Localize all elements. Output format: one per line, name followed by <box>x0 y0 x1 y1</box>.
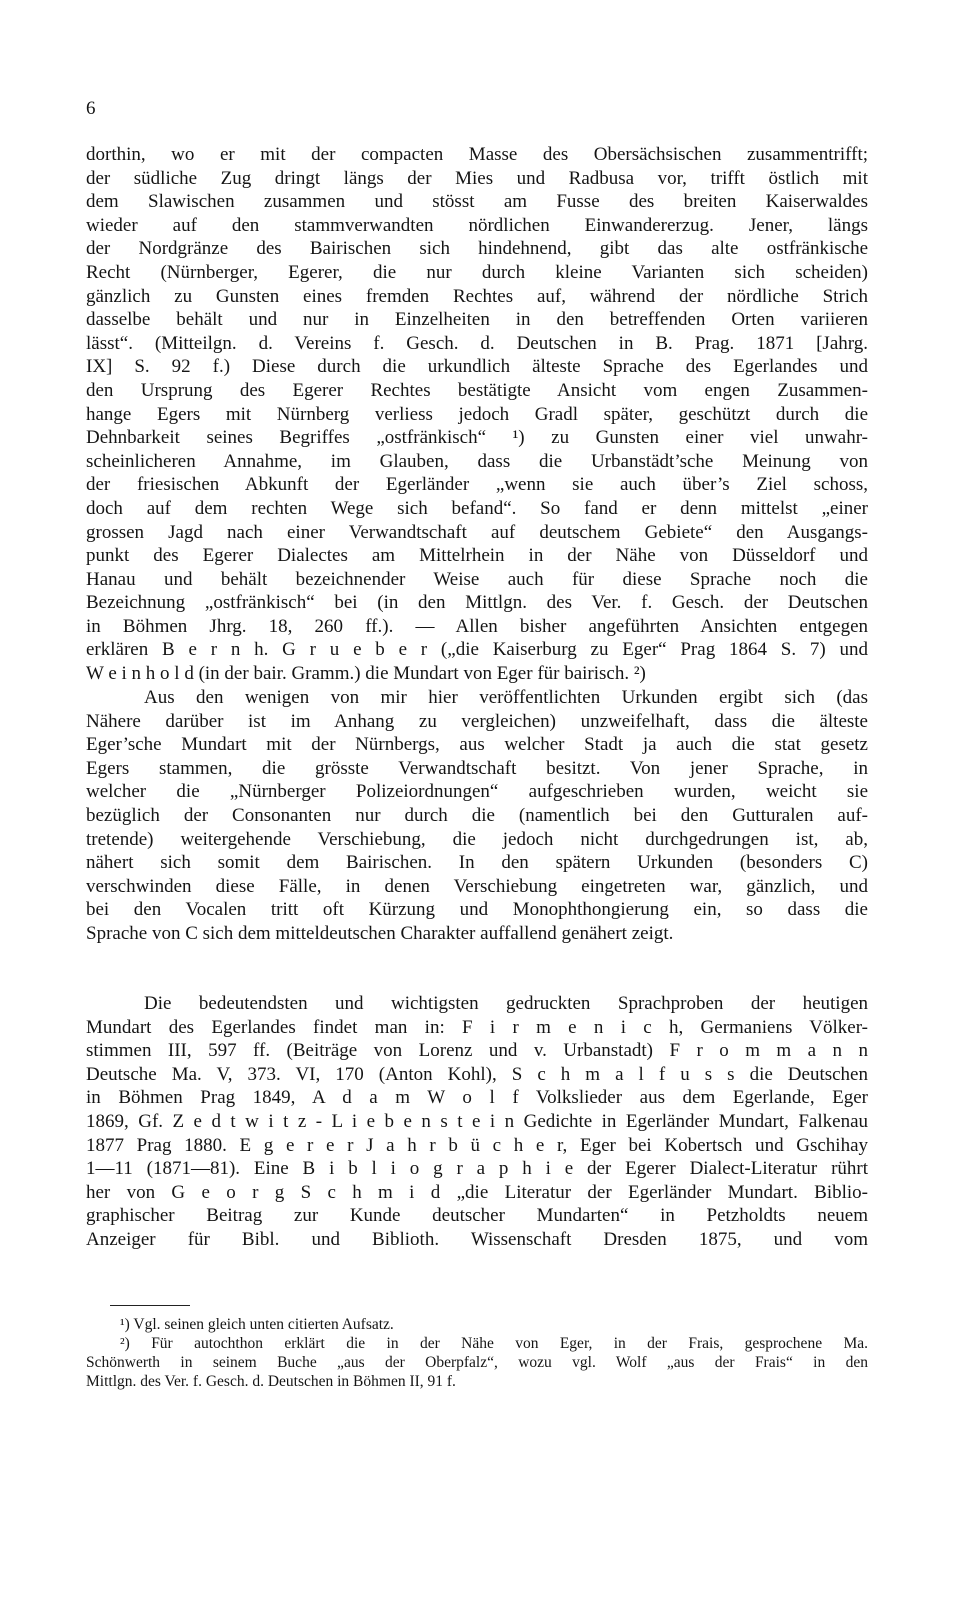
text-line: Sprache von C sich dem mitteldeutschen Charakter auffallend genähert zeigt. <box>86 922 674 944</box>
text-line: 1877 Prag 1880. E g e r e r J a h r b ü c h e r, Eger bei Kobertsch und Gschihay <box>86 1134 868 1156</box>
text-line: grossen Jagd nach einer Verwandtschaft auf deutschem Gebiete“ den Ausgangs- <box>86 521 868 543</box>
text-line: stimmen III, 597 ff. (Beiträge von Lorenz und v. Urbanstadt) F r o m m a n n <box>86 1040 868 1062</box>
footnote-2-cont: Schönwerth in seinem Buche „aus der Oberpfalz“, wozu vgl. Wolf „aus der Frais“ in den <box>86 1354 868 1371</box>
footnote-divider <box>110 1305 190 1306</box>
footnote-2: ²) Für autochthon erklärt die in der Nähe von Eger, in der Frais, gesprochene Ma. <box>120 1335 868 1352</box>
page-number: 6 <box>86 98 96 119</box>
text-line: lässt“. (Mitteilgn. d. Vereins f. Gesch. d. Deutschen in B. Prag. 1871 [Jahrg. <box>86 332 868 354</box>
text-line: W e i n h o l d (in der bair. Gramm.) die Mundart von Eger für bairisch. ²) <box>86 663 646 685</box>
text-line: in Böhmen Jhrg. 18, 260 ff.). — Allen bisher angeführten Ansichten entgegen <box>86 615 868 637</box>
text-line: wieder auf den stammverwandten nördlichen Einwandererzug. Jener, längs <box>86 214 868 236</box>
text-line: her von G e o r g S c h m i d „die Literatur der Egerländer Mundart. Biblio- <box>86 1181 868 1203</box>
text-line: Nähere darüber ist im Anhang zu vergleichen) unzweifelhaft, dass die älteste <box>86 710 868 732</box>
text-line: dasselbe behält und nur in Einzelheiten in den betreffenden Orten variieren <box>86 309 868 331</box>
text-line: in Böhmen Prag 1849, A d a m W o l f Volkslieder aus dem Egerlande, Eger <box>86 1087 868 1109</box>
text-line: Anzeiger für Bibl. und Biblioth. Wissenschaft Dresden 1875, und vom <box>86 1228 868 1250</box>
text-line: graphischer Beitrag zur Kunde deutscher Mundarten“ in Petzholdts neuem <box>86 1205 868 1227</box>
text-line: Aus den wenigen von mir hier veröffentlichten Urkunden ergibt sich (das <box>144 687 868 708</box>
text-line: den Ursprung des Egerer Rechtes bestätigte Ansicht vom engen Zusammen- <box>86 379 868 401</box>
text-line: Bezeichnung „ostfränkisch“ bei (in den Mittlgn. des Ver. f. Gesch. der Deutschen <box>86 592 868 614</box>
footnotes <box>86 1315 868 1391</box>
text-line: tretende) weitergehende Verschiebung, die jedoch nicht durchgedrungen ist, ab, <box>86 828 868 850</box>
text-line: scheinlicheren Annahme, im Glauben, dass die Urbanstädt’sche Meinung von <box>86 450 868 472</box>
text-line: Deutsche Ma. V, 373. VI, 170 (Anton Kohl), S c h m a l f u s s die Deutschen <box>86 1063 868 1085</box>
paragraph-3 <box>86 992 868 1252</box>
text-line: der Nordgränze des Bairischen sich hindehnend, gibt das alte ostfränkische <box>86 238 868 260</box>
text-line: Dehnbarkeit seines Begriffes „ostfränkisch“ ¹) zu Gunsten einer viel unwahr- <box>86 427 868 449</box>
text-line: Hanau und behält bezeichnender Weise auch für diese Sprache noch die <box>86 568 868 590</box>
text-line: doch auf dem rechten Wege sich befand“. So fand er denn mittelst „einer <box>86 497 868 519</box>
text-line: welcher die „Nürnberger Polizeiordnungen“ aufgeschrieben wurden, weicht sie <box>86 781 868 803</box>
text-line: IX] S. 92 f.) Diese durch die urkundlich älteste Sprache des Egerlandes und <box>86 356 868 378</box>
text-line: 1—11 (1871—81). Eine B i b l i o g r a p h i e der Egerer Dialect-Literatur rührt <box>86 1158 868 1180</box>
text-line: dorthin, wo er mit der compacten Masse des Obersächsischen zusammentrifft; <box>86 144 868 165</box>
paragraph-1 <box>86 143 868 686</box>
text-line: der friesischen Abkunft der Egerländer „wenn sie auch über’s Ziel schoss, <box>86 474 868 496</box>
text-line: dem Slawischen zusammen und stösst am Fusse des breiten Kaiserwaldes <box>86 191 868 213</box>
text-line: Eger’sche Mundart mit der Nürnbergs, aus welcher Stadt ja auch die stat gesetz <box>86 734 868 756</box>
text-line: Die bedeutendsten und wichtigsten gedruckten Sprachproben der heutigen <box>144 993 868 1014</box>
text-line: gänzlich zu Gunsten eines fremden Rechtes auf, während der nördliche Strich <box>86 285 868 307</box>
text-line: bezüglich der Consonanten nur durch die (namentlich bei den Gutturalen auf- <box>86 804 868 826</box>
text-line: punkt des Egerer Dialectes am Mittelrhein in der Nähe von Düsseldorf und <box>86 545 868 567</box>
text-line: der südliche Zug dringt längs der Mies und Radbusa vor, trifft östlich mit <box>86 167 868 189</box>
text-line: hange Egers mit Nürnberg verliess jedoch Gradl später, geschützt durch die <box>86 403 868 425</box>
text-line: Mundart des Egerlandes findet man in: F i r m e n i c h, Germaniens Völker- <box>86 1016 868 1038</box>
text-line: Egers stammen, die grösste Verwandtschaft besitzt. Von jener Sprache, in <box>86 757 868 779</box>
footnote-2-cont: Mittlgn. des Ver. f. Gesch. d. Deutschen in Böhmen II, 91 f. <box>86 1373 456 1390</box>
text-line: Recht (Nürnberger, Egerer, die nur durch kleine Varianten sich scheiden) <box>86 261 868 283</box>
footnote-1: ¹) Vgl. seinen gleich unten citierten Aufsatz. <box>120 1316 394 1333</box>
text-line: nähert sich somit dem Bairischen. In den spätern Urkunden (besonders C) <box>86 852 868 874</box>
text-line: bei den Vocalen tritt oft Kürzung und Monophthongierung ein, so dass die <box>86 899 868 921</box>
text-line: erklären B e r n h. G r u e b e r („die Kaiserburg zu Eger“ Prag 1864 S. 7) und <box>86 639 868 661</box>
text-line: 1869, Gf. Z e d t w i t z - L i e b e n s t e i n Gedichte in Egerländer Mundart, Falkenau <box>86 1110 868 1132</box>
text-line: verschwinden diese Fälle, in denen Verschiebung eingetreten war, gänzlich, und <box>86 875 868 897</box>
paragraph-2 <box>86 686 868 946</box>
